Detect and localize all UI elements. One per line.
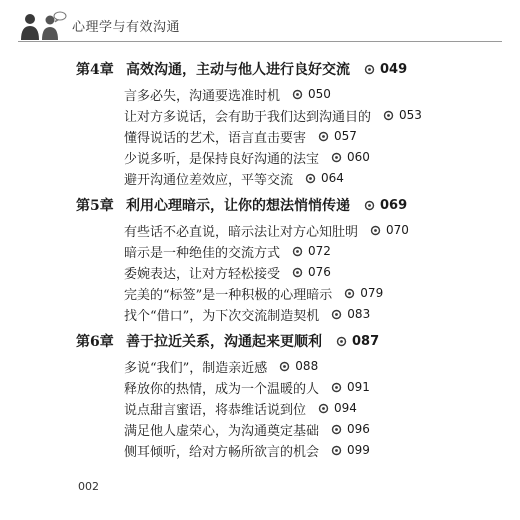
- entry-page-number: 088: [295, 359, 319, 373]
- entry-page-ref: [292, 87, 331, 101]
- chapter-number: 第6章: [76, 334, 114, 350]
- entry-page-ref: [292, 265, 331, 279]
- entry-title: 少说多听，是保持良好沟通的法宝: [124, 151, 320, 167]
- entry-page-ref: [331, 380, 370, 394]
- entry-page-number: 076: [308, 265, 331, 279]
- entry-page-ref: [344, 286, 383, 300]
- entry-page-ref: [331, 150, 370, 164]
- entry-page-number: 064: [321, 171, 344, 185]
- chapter-page-number: 087: [352, 333, 380, 349]
- toc-entry[interactable]: [124, 440, 370, 460]
- toc-entry[interactable]: [124, 419, 370, 439]
- toc-entry[interactable]: [124, 377, 370, 397]
- toc-entry[interactable]: [124, 84, 331, 104]
- page-ring-icon: [331, 152, 342, 163]
- entry-title: 满足他人虚荣心，为沟通奠定基础: [124, 423, 320, 439]
- toc-entry[interactable]: [124, 283, 383, 303]
- entry-title: 找个“借口”，为下次交流制造契机: [124, 308, 320, 324]
- page-ring-icon: [292, 89, 303, 100]
- chapter-title: 高效沟通，主动与他人进行良好交流: [126, 62, 350, 78]
- toc-entry[interactable]: [124, 168, 344, 188]
- entry-title: 暗示是一种绝佳的交流方式: [124, 245, 281, 261]
- entry-title: 多说“我们”，制造亲近感: [124, 360, 268, 376]
- chapter-title: 善于拉近关系，沟通起来更顺利: [126, 334, 322, 350]
- page-ring-icon: [364, 200, 375, 211]
- toc-entry[interactable]: [124, 356, 318, 376]
- entry-page-number: 060: [347, 150, 370, 164]
- entry-page-number: 083: [347, 307, 371, 321]
- entry-page-ref: [318, 401, 357, 415]
- toc-entry[interactable]: [124, 241, 331, 261]
- chapter-number: 第4章: [76, 62, 114, 78]
- page-ring-icon: [331, 445, 342, 456]
- page-ring-icon: [305, 173, 316, 184]
- page-ring-icon: [344, 288, 355, 299]
- entry-page-ref: [305, 171, 344, 185]
- chapter-heading-6[interactable]: [76, 330, 379, 352]
- page-ring-icon: [279, 361, 290, 372]
- page-ring-icon: [331, 309, 342, 320]
- toc-entry[interactable]: [124, 126, 357, 146]
- chapter-heading-5[interactable]: [76, 194, 407, 216]
- chapter-page-number: 049: [380, 61, 408, 77]
- entry-page-number: 053: [399, 108, 422, 122]
- entry-title: 完美的“标签”是一种积极的心理暗示: [124, 287, 333, 303]
- page-ring-icon: [336, 336, 347, 347]
- entry-page-number: 072: [308, 244, 331, 258]
- entry-page-ref: [331, 422, 370, 436]
- chapter-page-ref: [364, 62, 407, 77]
- toc-entry[interactable]: [124, 262, 331, 282]
- entry-title: 说点甜言蜜语，将恭维话说到位: [124, 402, 307, 418]
- toc-entry[interactable]: [124, 147, 370, 167]
- chapter-page-ref: [336, 334, 379, 349]
- toc-entry[interactable]: [124, 304, 370, 324]
- page-ring-icon: [318, 131, 329, 142]
- entry-page-ref: [279, 359, 318, 373]
- page-ring-icon: [383, 110, 394, 121]
- page-ring-icon: [331, 382, 342, 393]
- page-ring-icon: [318, 403, 329, 414]
- page-ring-icon: [331, 424, 342, 435]
- chapter-page-ref: [364, 198, 407, 213]
- entry-page-ref: [383, 108, 422, 122]
- entry-page-number: 094: [334, 401, 357, 415]
- page-ring-icon: [292, 246, 303, 257]
- entry-page-ref: [370, 223, 409, 237]
- header-title: 心理学与有效沟通: [72, 19, 181, 35]
- page-ring-icon: [364, 64, 375, 75]
- page-ring-icon: [370, 225, 381, 236]
- toc-entry[interactable]: [124, 398, 357, 418]
- entry-page-number: 070: [386, 223, 409, 237]
- entry-title: 避开沟通位差效应，平等交流: [124, 172, 294, 188]
- chapter-number: 第5章: [76, 198, 114, 214]
- entry-page-number: 091: [347, 380, 370, 394]
- page-ring-icon: [292, 267, 303, 278]
- toc-entry[interactable]: [124, 105, 422, 125]
- entry-page-ref: [292, 244, 331, 258]
- entry-page-number: 096: [347, 422, 370, 436]
- entry-page-number: 099: [347, 443, 370, 457]
- entry-title: 言多必失，沟通要选准时机: [124, 88, 281, 104]
- entry-page-number: 050: [308, 87, 331, 101]
- entry-title: 释放你的热情，成为一个温暖的人: [124, 381, 320, 397]
- entry-page-ref: [331, 443, 370, 457]
- toc-entry[interactable]: [124, 220, 409, 240]
- page-number: 002: [78, 480, 99, 493]
- entry-page-ref: [318, 129, 357, 143]
- entry-title: 让对方多说话，会有助于我们达到沟通目的: [124, 109, 372, 125]
- entry-title: 侧耳倾听，给对方畅所欲言的机会: [124, 444, 320, 460]
- entry-page-ref: [331, 307, 370, 321]
- entry-title: 有些话不必直说，暗示法让对方心知肚明: [124, 224, 359, 240]
- chapter-heading-4[interactable]: [76, 58, 407, 80]
- entry-page-number: 079: [360, 286, 384, 300]
- entry-page-number: 057: [334, 129, 357, 143]
- chapter-title: 利用心理暗示，让你的想法悄悄传递: [126, 198, 350, 214]
- chapter-page-number: 069: [380, 197, 408, 213]
- entry-title: 委婉表达，让对方轻松接受: [124, 266, 281, 282]
- entry-title: 懂得说话的艺术，语言直击要害: [124, 130, 307, 146]
